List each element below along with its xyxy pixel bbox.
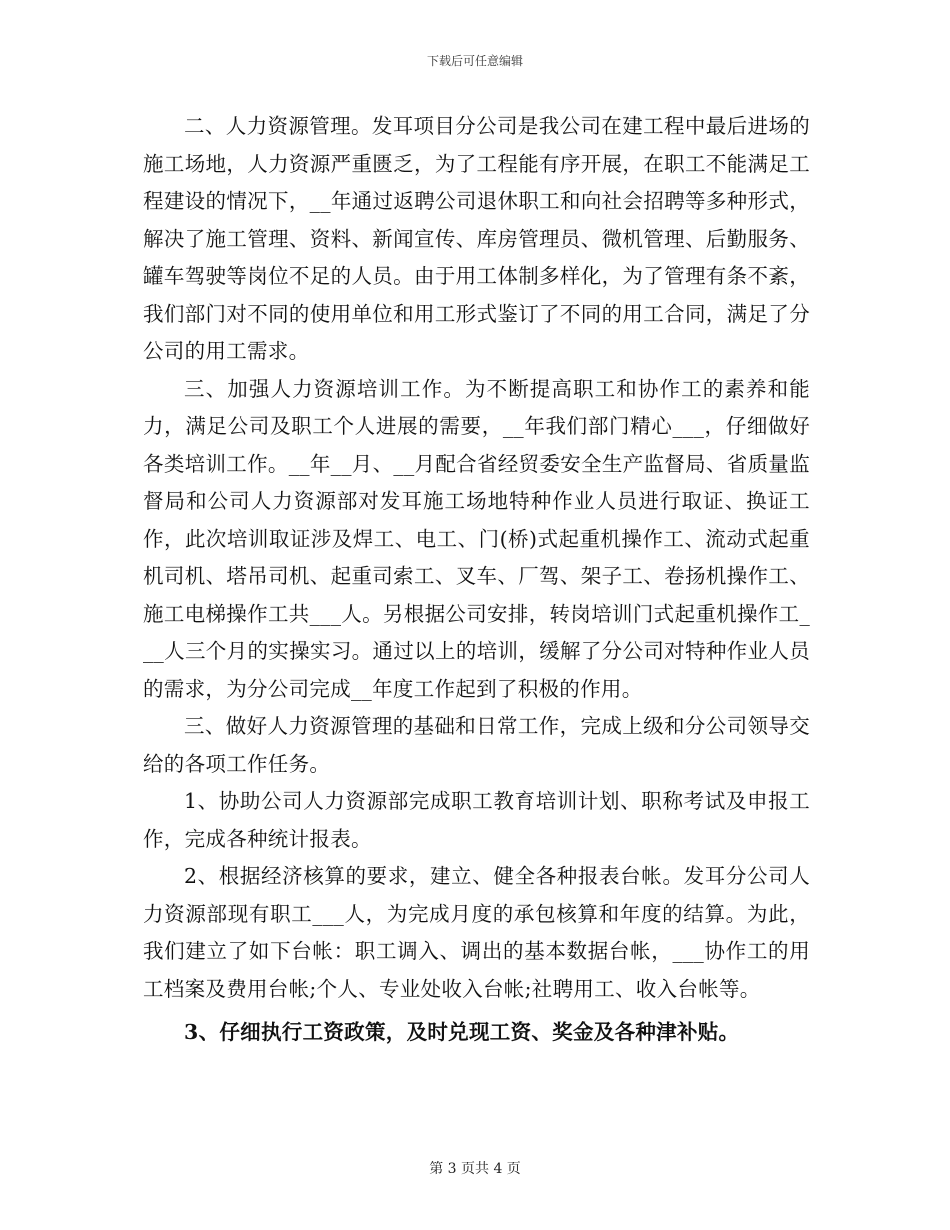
page-header: 下载后可任意编辑: [426, 54, 523, 68]
paragraph-training: 三、加强人力资源培训工作。为不断提高职工和协作工的素养和能力，满足公司及职工个人进展的需要，__年我们部门精心___，仔细做好各类培训工作。__年__月、__月配合省经贸委安全生产监督局、省质量监督局和公司人力资源部对发耳施工场地特种作业人员进行取证、换证工作，此次培训取证涉及焊工、电工、门(桥)式起重机操作工、流动式起重机司机、塔吊司机、起重司索工、叉车、厂驾、架子工、卷扬机操作工、施工电梯操作工共___人。另根据公司安排，转岗培训门式起重机操作工___人三个月的实操实习。通过以上的培训，缓解了分公司对特种作业人员的需求，为分公司完成__年度工作起到了积极的作用。: [143, 376, 810, 701]
document-body: [143, 108, 810, 1052]
page-footer: 第 3 页共 4 页: [429, 1161, 521, 1177]
paragraph-daily-work: 三、做好人力资源管理的基础和日常工作，完成上级和分公司领导交给的各项工作任务。: [143, 714, 810, 776]
paragraph-item-1: 1、协助公司人力资源部完成职工教育培训计划、职称考试及申报工作，完成各种统计报表。: [143, 789, 810, 851]
paragraph-item-3-heading: 3、仔细执行工资政策，及时兑现工资、奖金及各种津补贴。: [184, 1020, 740, 1044]
paragraph-item-2: 2、根据经济核算的要求，建立、健全各种报表台帐。发耳分公司人力资源部现有职工___人，为完成月度的承包核算和年度的结算。为此，我们建立了如下台帐：职工调入、调出的基本数据台帐，___协作工的用工档案及费用台帐;个人、专业处收入台帐;社聘用工、收入台帐等。: [143, 864, 810, 1001]
paragraph-hr-management: 二、人力资源管理。发耳项目分公司是我公司在建工程中最后进场的施工场地，人力资源严重匮乏，为了工程能有序开展，在职工不能满足工程建设的情况下，__年通过返聘公司退休职工和向社会招聘等多种形式，解决了施工管理、资料、新闻宣传、库房管理员、微机管理、后勤服务、罐车驾驶等岗位不足的人员。由于用工体制多样化，为了管理有条不紊，我们部门对不同的使用单位和用工形式鉴订了不同的用工合同，满足了分公司的用工需求。: [143, 114, 810, 363]
